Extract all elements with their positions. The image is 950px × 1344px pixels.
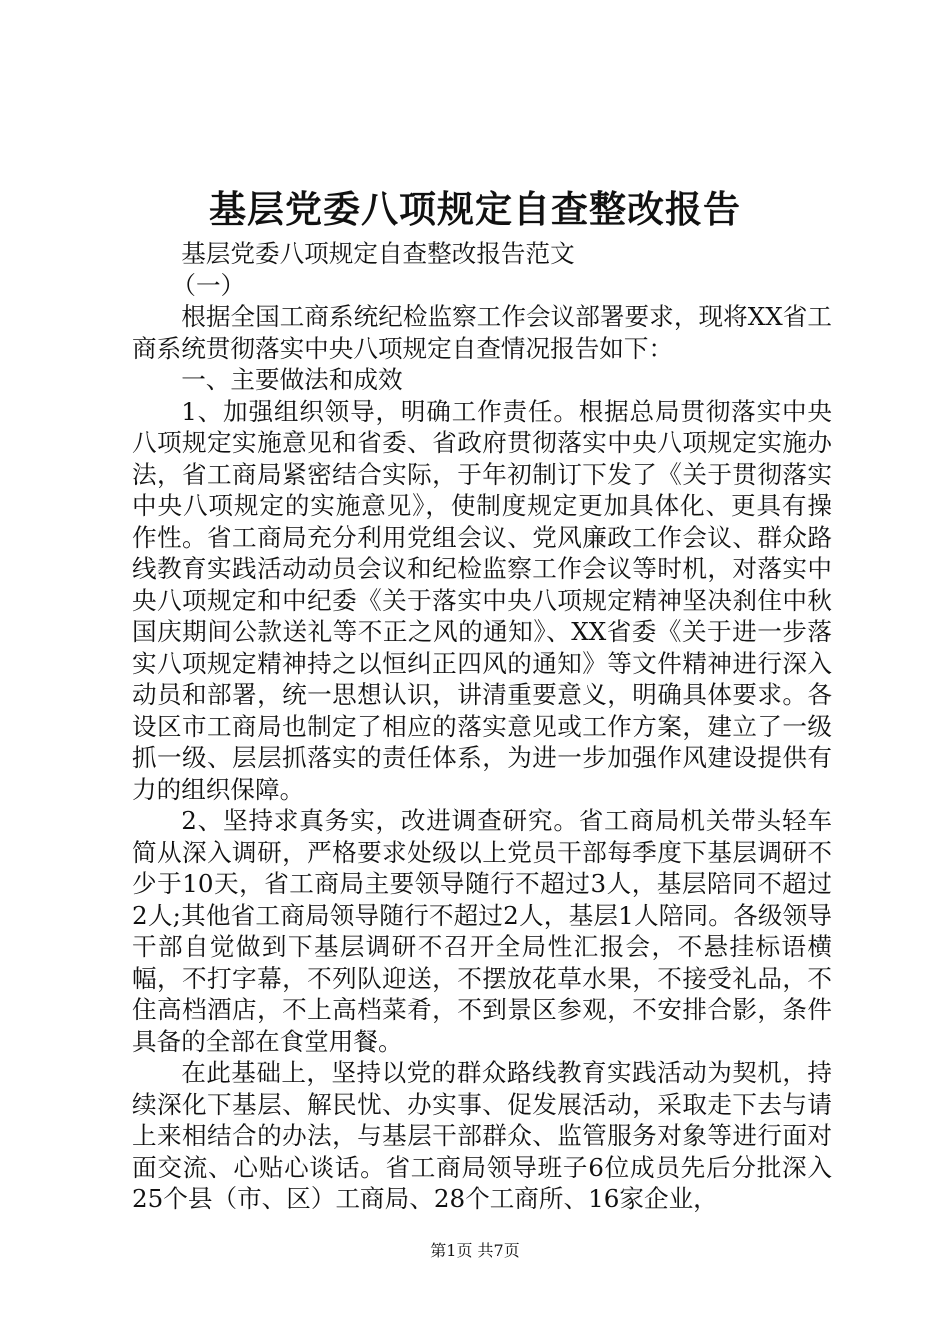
paragraph: 2、坚持求真务实，改进调查研究。省工商局机关带头轻车简从深入调研，严格要求处级以上党员干部每季度下基层调研不少于10天，省工商局主要领导随行不超过3人，基层陪同不超过2人;其他省工商局领导随行不超过2人，基层1人陪同。各级领导干部自觉做到下基层调研不召开全局性汇报会，不悬挂标语横幅，不打字幕，不列队迎送，不摆放花草水果，不接受礼品，不住高档酒店，不上高档菜肴，不到景区参观，不安排合影，条件具备的全部在食堂用餐。	[132, 806, 832, 1056]
paragraph: 在此基础上，坚持以党的群众路线教育实践活动为契机，持续深化下基层、解民忧、办实事、促发展活动，采取走下去与请上来相结合的办法，与基层干部群众、监管服务对象等进行面对面交流、心贴心谈话。省工商局领导班子6位成员先后分批深入25个县（市、区）工商局、28个工商所、16家企业，	[132, 1058, 832, 1213]
page-number-footer: 第1页 共7页	[430, 1241, 520, 1260]
section-marker: （一）	[171, 270, 246, 300]
document-body	[132, 238, 832, 1215]
section-heading: 一、主要做法和成效	[181, 365, 403, 394]
document-subtitle: 基层党委八项规定自查整改报告范文	[181, 239, 575, 268]
paragraph: 1、加强组织领导，明确工作责任。根据总局贯彻落实中央八项规定实施意见和省委、省政府贯彻落实中央八项规定实施办法，省工商局紧密结合实际，于年初制订下发了《关于贯彻落实中央八项规定的实施意见》，使制度规定更加具体化、更具有操作性。省工商局充分利用党组会议、党风廉政工作会议、群众路线教育实践活动动员会议和纪检监察工作会议等时机，对落实中央八项规定和中纪委《关于落实中央八项规定精神坚决刹住中秋国庆期间公款送礼等不正之风的通知》、XX省委《关于进一步落实八项规定精神持之以恒纠正四风的通知》等文件精神进行深入动员和部署，统一思想认识，讲清重要意义，明确具体要求。各设区市工商局也制定了相应的落实意见或工作方案，建立了一级抓一级、层层抓落实的责任体系，为进一步加强作风建设提供有力的组织保障。	[132, 396, 832, 804]
document-title: 基层党委八项规定自查整改报告	[209, 187, 741, 231]
paragraph: 根据全国工商系统纪检监察工作会议部署要求，现将XX省工商系统贯彻落实中央八项规定自查情况报告如下：	[132, 302, 832, 363]
